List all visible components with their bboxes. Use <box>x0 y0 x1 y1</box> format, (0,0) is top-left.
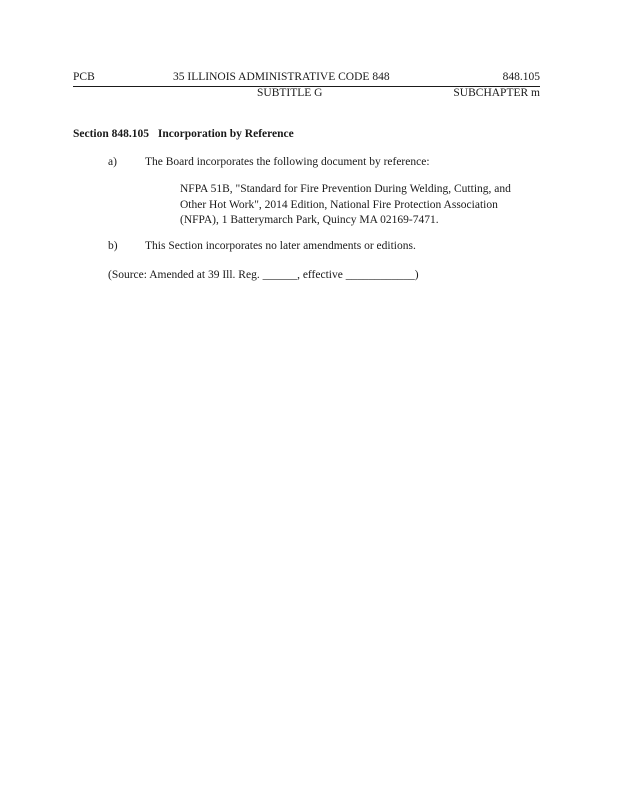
item-b-text: This Section incorporates no later amendments or editions. <box>145 240 416 252</box>
header-subchapter: SUBCHAPTER m <box>453 87 540 99</box>
item-a-text: The Board incorporates the following document by reference: <box>145 156 430 168</box>
running-header <box>73 70 540 87</box>
reference-line: NFPA 51B, "Standard for Fire Prevention During Welding, Cutting, and <box>180 183 511 195</box>
source-note: (Source: Amended at 39 Ill. Reg. ______, effective ____________) <box>108 269 419 281</box>
running-subheader <box>73 87 540 103</box>
header-agency: PCB <box>73 71 95 83</box>
reference-line: Other Hot Work", 2014 Edition, National Fire Protection Association <box>180 198 498 211</box>
section-heading <box>73 128 294 140</box>
item-b-label: b) <box>108 240 118 252</box>
reference-line: (NFPA), 1 Batterymarch Park, Quincy MA 02169-7471. <box>180 214 439 226</box>
header-code-title: 35 ILLINOIS ADMINISTRATIVE CODE 848 <box>173 71 390 83</box>
header-subtitle: SUBTITLE G <box>257 87 323 99</box>
section-number: Section 848.105 <box>73 128 150 140</box>
header-section-number: 848.105 <box>502 71 540 83</box>
item-a-label: a) <box>108 156 117 168</box>
section-title: Incorporation by Reference <box>157 128 294 140</box>
incorporated-reference <box>180 182 540 229</box>
